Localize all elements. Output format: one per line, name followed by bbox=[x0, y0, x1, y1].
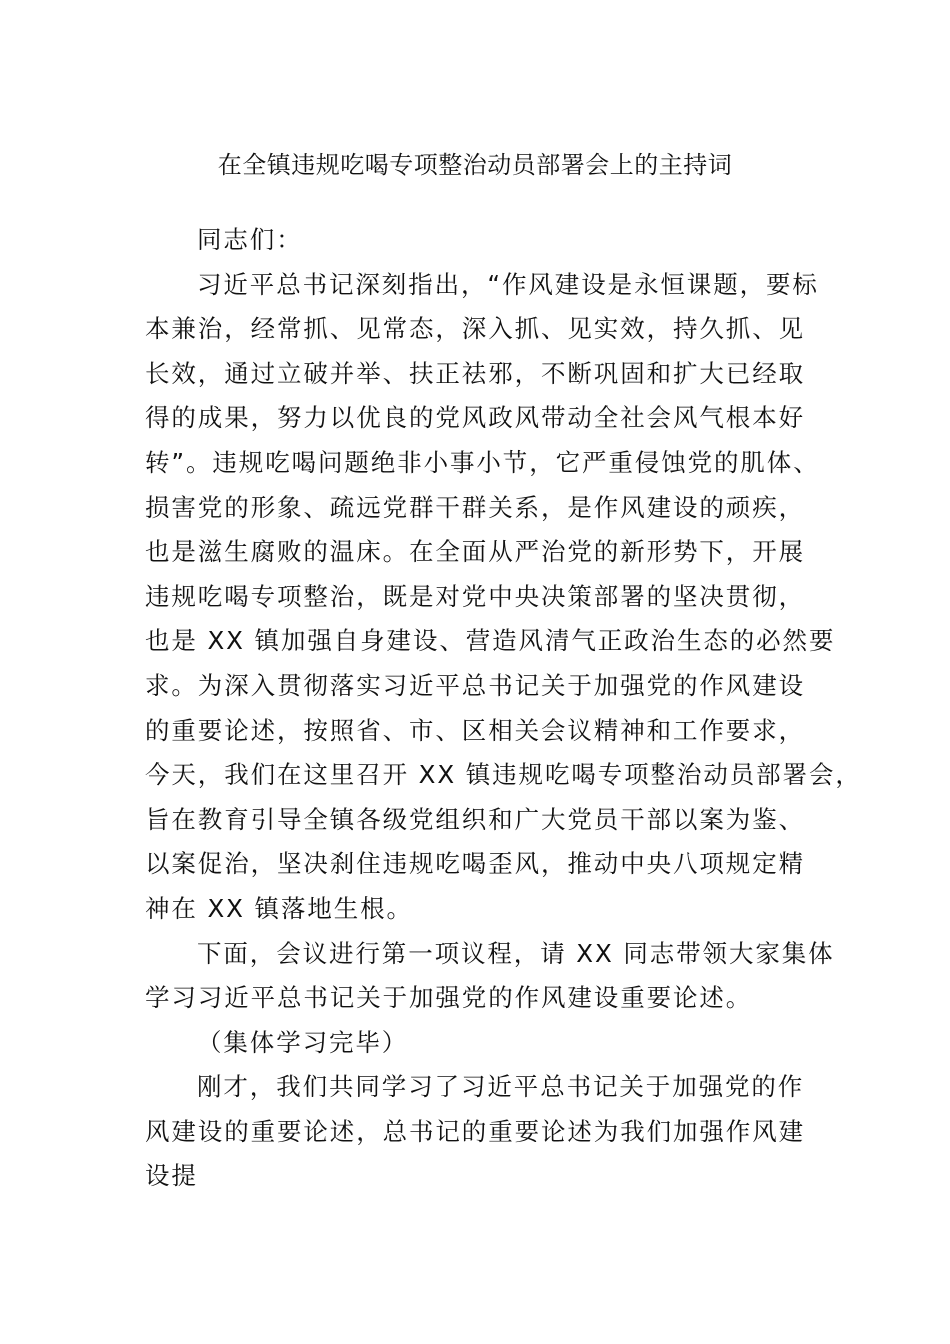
paragraph-line: 设提 bbox=[145, 1161, 198, 1191]
stage-note-line: （集体学习完毕） bbox=[197, 1027, 409, 1057]
paragraph-line: 下面，会议进行第一项议程，请 XX 同志带领大家集体 bbox=[197, 938, 835, 968]
paragraph-line: 也是滋生腐败的温床。在全面从严治党的新形势下，开展 bbox=[145, 537, 805, 567]
paragraph-line: 学习习近平总书记关于加强党的作风建设重要论述。 bbox=[145, 983, 753, 1013]
paragraph-line: 违规吃喝专项整治，既是对党中央决策部署的坚决贯彻， bbox=[145, 581, 805, 611]
paragraph-line: 旨在教育引导全镇各级党组织和广大党员干部以案为鉴、 bbox=[145, 804, 805, 834]
paragraph-line: 长效，通过立破并举、扶正祛邪，不断巩固和扩大已经取 bbox=[145, 358, 805, 388]
paragraph-line: 习近平总书记深刻指出，“作风建设是永恒课题，要标 bbox=[197, 269, 819, 299]
paragraph-line: 也是 XX 镇加强自身建设、营造风清气正政治生态的必然要 bbox=[145, 626, 836, 656]
paragraph-line: 求。为深入贯彻落实习近平总书记关于加强党的作风建设 bbox=[145, 670, 805, 700]
document-title: 在全镇违规吃喝专项整治动员部署会上的主持词 bbox=[217, 151, 733, 179]
paragraph-line: 刚才，我们共同学习了习近平总书记关于加强党的作 bbox=[197, 1072, 805, 1102]
paragraph-line: 本兼治，经常抓、见常态，深入抓、见实效，持久抓、见 bbox=[145, 314, 805, 344]
paragraph-line: 今天，我们在这里召开 XX 镇违规吃喝专项整治动员部署会， bbox=[145, 760, 862, 790]
paragraph-line: 的重要论述，按照省、市、区相关会议精神和工作要求， bbox=[145, 715, 805, 745]
paragraph-line: 得的成果，努力以优良的党风政风带动全社会风气根本好 bbox=[145, 403, 805, 433]
paragraph-line: 转”。违规吃喝问题绝非小事小节，它严重侵蚀党的肌体、 bbox=[145, 447, 820, 477]
paragraph-line: 神在 XX 镇落地生根。 bbox=[145, 893, 413, 923]
document-body bbox=[145, 218, 862, 1199]
salutation-line: 同志们： bbox=[197, 225, 303, 254]
paragraph-line: 以案促治，坚决刹住违规吃喝歪风，推动中央八项规定精 bbox=[145, 849, 805, 879]
paragraph-line: 风建设的重要论述，总书记的重要论述为我们加强作风建 bbox=[145, 1116, 805, 1146]
paragraph-line: 损害党的形象、疏远党群干群关系，是作风建设的顽疾， bbox=[145, 492, 805, 522]
